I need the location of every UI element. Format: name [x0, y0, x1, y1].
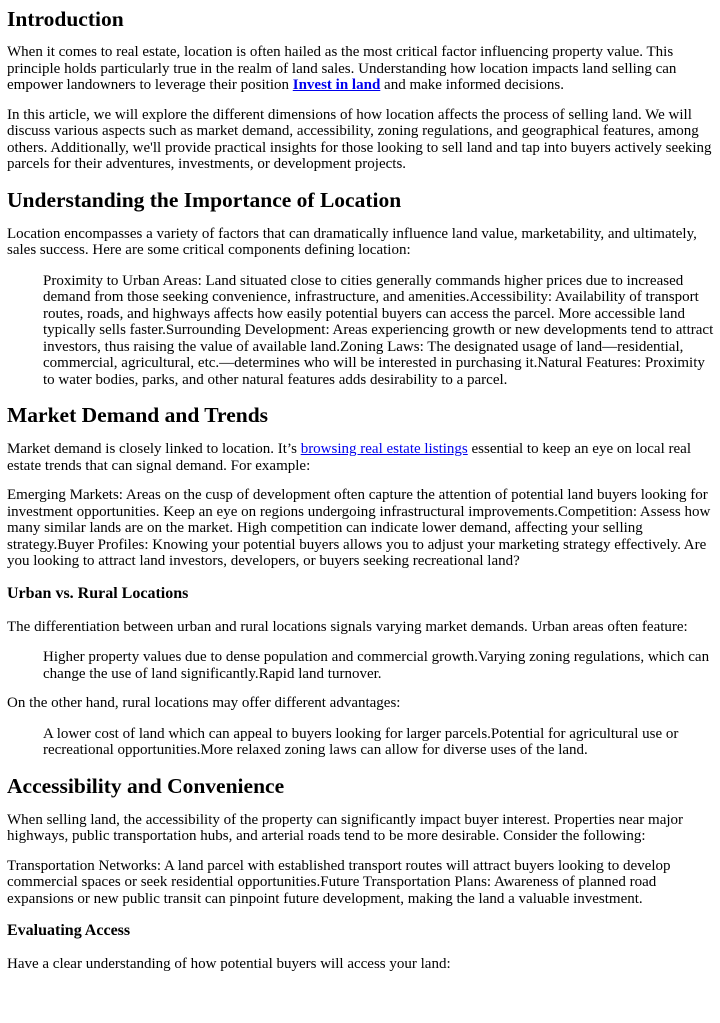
urban-paragraph: The differentiation between urban and rural locations signals varying market demands. Urban areas often feature: [7, 618, 688, 635]
evaluating-access-paragraph: Have a clear understanding of how potential buyers will access your land: [7, 956, 451, 972]
intro-p1-text-b: and make informed decisions. [380, 77, 564, 93]
accessibility-paragraph-1: When selling land, the accessibility of the property can significantly impact buyer interest. Properties near major highways, public transportation hubs, and arterial roads tend to be more desirable. Consider the following: [7, 811, 684, 844]
invest-in-land-link[interactable]: Invest in land [292, 77, 381, 93]
intro-paragraph-2: In this article, we will explore the different dimensions of how location affects the process of selling land. We will discuss various aspects such as market demand, accessibility, zoning regulations, and geographical features, among others. Additionally, we'll provide practical insights for those looking to sell land and tap into buyers actively seeking parcels for their adventures, investments, or development projects. [7, 106, 712, 172]
intro-heading: Introduction [7, 7, 124, 31]
market-paragraph-2: Emerging Markets: Areas on the cusp of development often capture the attention of potential land buyers looking for investment opportunities. Keep an eye on regions undergoing infrastructural improvements.Competition: Assess how many similar lands are on the market. High competition can indicate lower demand, affecting your selling strategy.Buyer Profiles: Knowing your potential buyers allows you to adjust your marketing strategy effectively. Are you looking to attract land investors, developers, or buyers seeking recreational land? [7, 487, 711, 569]
intro-paragraph-1 [7, 44, 714, 94]
importance-paragraph: Location encompasses a variety of factors that can dramatically influence land value, marketability, and ultimately, sales success. Here are some critical components defining location: [7, 225, 697, 258]
browsing-listings-link[interactable]: browsing real estate listings [300, 441, 468, 457]
urban-blockquote: Higher property values due to dense population and commercial growth.Varying zoning regulations, which can change the use of land significantly.Rapid land turnover. [43, 649, 710, 682]
market-p1-text-a: Market demand is closely linked to location. It’s [7, 441, 301, 457]
importance-blockquote: Proximity to Urban Areas: Land situated close to cities generally commands higher prices due to increased demand from those seeking convenience, infrastructure, and amenities.Accessibility: Availability of transport routes, roads, and highways affects how easily potential buyers can access the parcel. More accessible land typically sells faster.Surrounding Development: Areas experiencing growth or new developments tend to attract investors, thus raising the value of available land.Zoning Laws: The designated usage of land—residential, commercial, agricultural, etc.—determines who will be interested in purchasing it.Natural Features: Proximity to water bodies, parks, and other natural features adds desirability to a parcel. [43, 272, 714, 388]
market-heading: Market Demand and Trends [7, 403, 269, 427]
article [0, 6, 714, 973]
market-paragraph-1 [7, 441, 714, 474]
rural-blockquote: A lower cost of land which can appeal to buyers looking for larger parcels.Potential for agricultural use or recreational opportunities.More relaxed zoning laws can allow for diverse uses of the land. [43, 725, 679, 758]
intro-p1-text-a: When it comes to real estate, location is often hailed as the most critical factor influencing property value. This principle holds particularly true in the realm of land sales. Understanding how location impacts land selling can empower landowners to leverage their position [7, 44, 677, 93]
urban-rural-heading: Urban vs. Rural Locations [7, 584, 189, 602]
accessibility-heading: Accessibility and Convenience [7, 773, 285, 798]
rural-paragraph: On the other hand, rural locations may offer different advantages: [7, 695, 401, 711]
accessibility-paragraph-2: Transportation Networks: A land parcel with established transport routes will attract buyers looking to develop commercial spaces or seek residential opportunities.Future Transportation Plans: Awareness of planned road expansions or new public transit can pinpoint future development, making the land a valuable investment. [7, 857, 671, 907]
market-p1-text-b: essential to keep an eye on local real estate trends that can signal demand. For example: [7, 441, 691, 474]
evaluating-access-heading: Evaluating Access [7, 922, 131, 939]
importance-heading: Understanding the Importance of Location [7, 187, 402, 212]
